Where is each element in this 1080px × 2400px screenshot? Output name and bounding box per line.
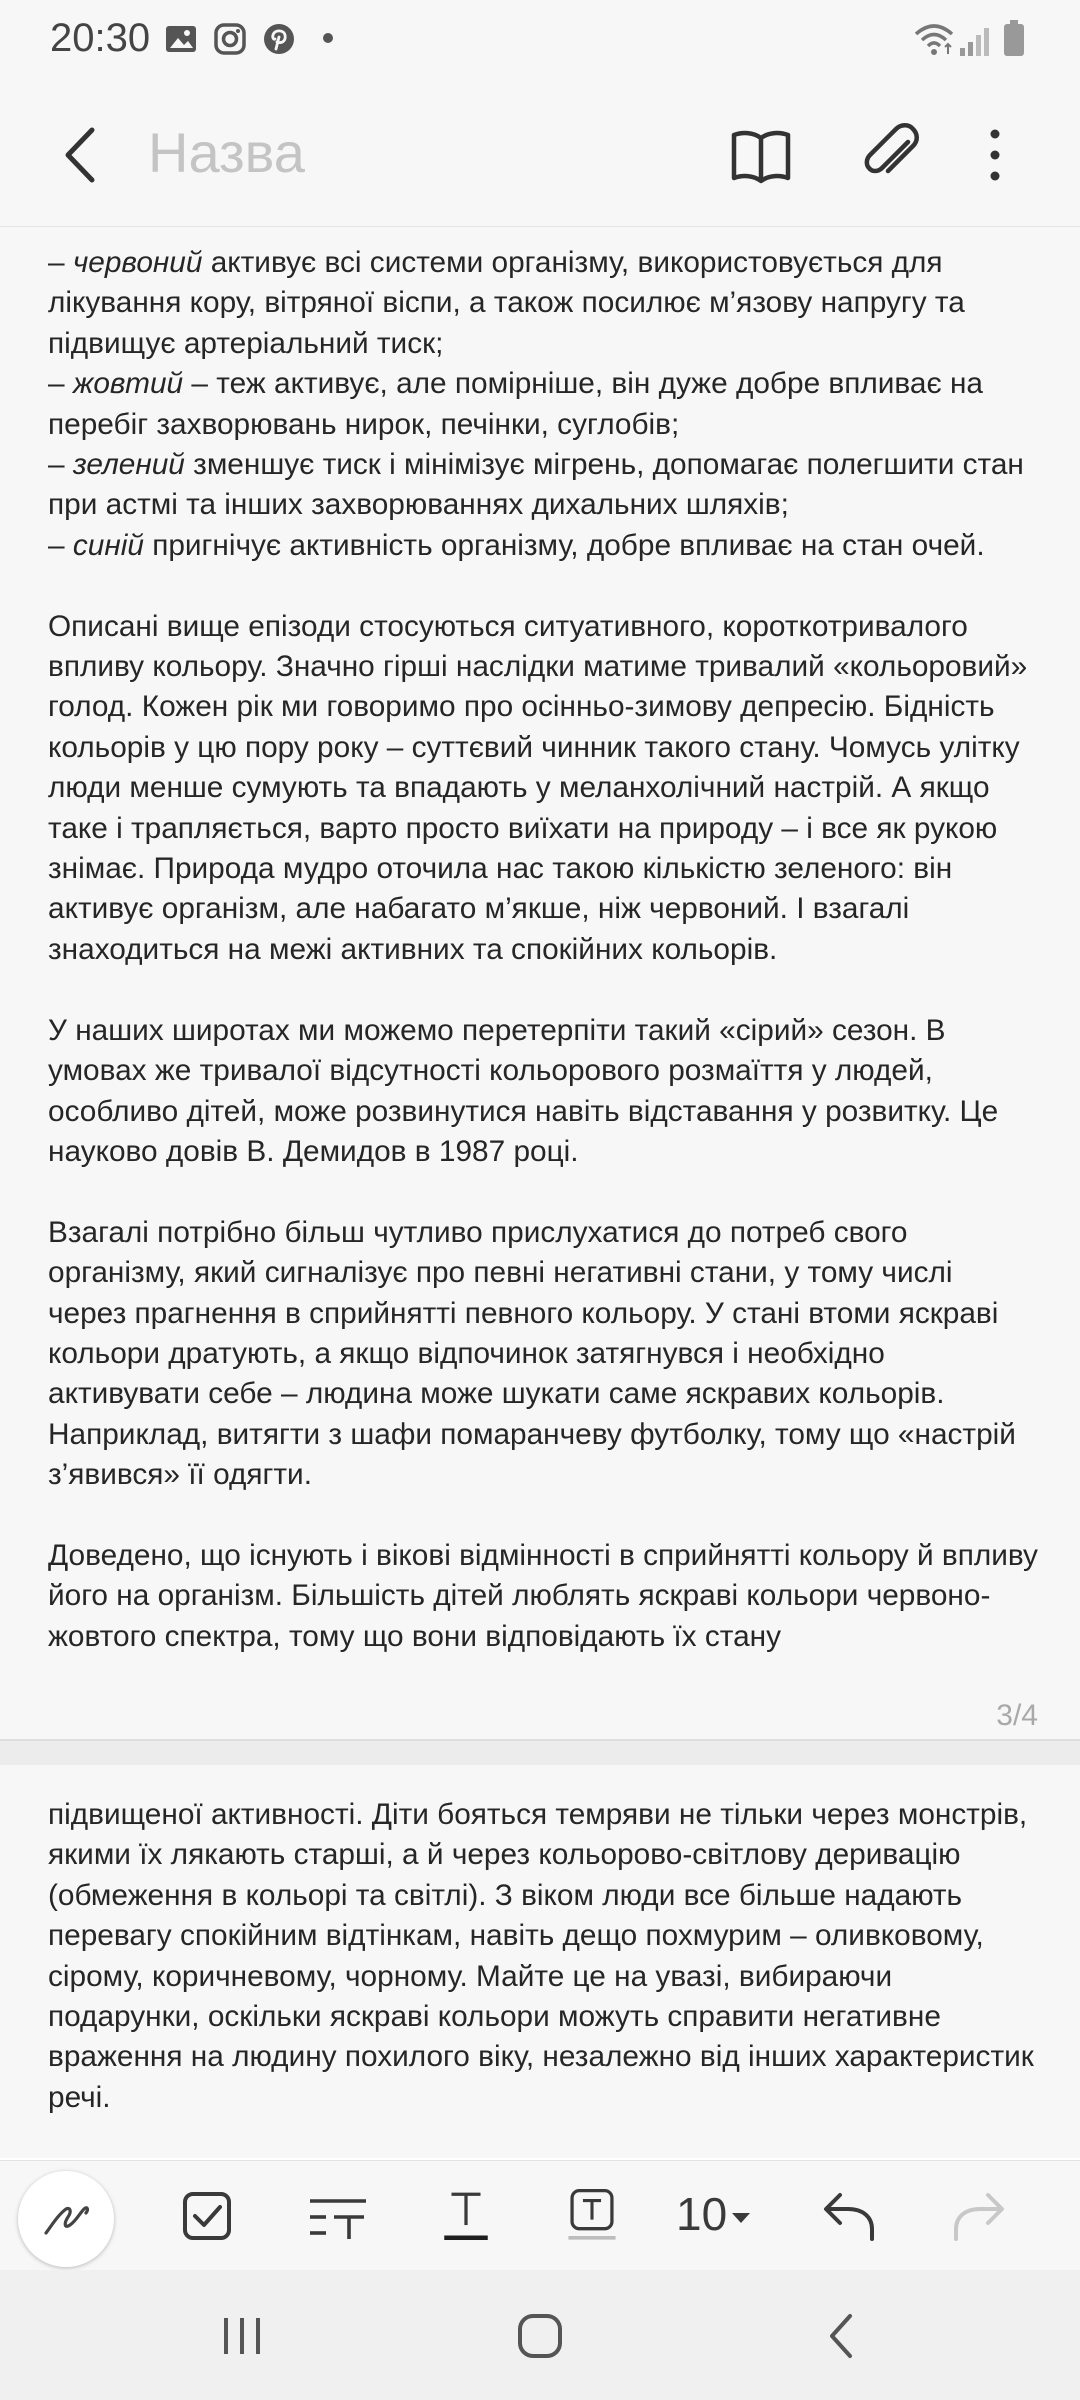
note-page-3 [0, 227, 1080, 1739]
home-icon[interactable] [510, 2308, 570, 2364]
signal-icon [960, 28, 989, 56]
app-bar [0, 80, 1080, 227]
pinterest-icon [262, 22, 296, 56]
paragraph: Доведено, що існують і вікові відмінності в сприйнятті кольору й впливу його на організм. Більшість дітей люблять яскраві кольори червоно-жовтого спектра, тому що вони відповідають їх стану [48, 1538, 1038, 1653]
page-divider [0, 1739, 1080, 1767]
status-time: 20:30 [50, 16, 151, 60]
paragraph: Описані вище епізоди стосуються ситуативного, короткотривалого впливу кольору. Значно гірші наслідки матиме тривалий «кольоровий» голод. Кожен рік ми говоримо про осінньо-зимову депресію. Бідність кольорів у цю пору року – суттєвий чинник такого стану. Чомусь улітку люди менше сумують та впадають у меланхолічний настрій. А якщо таке і трапляється, варто просто виїхати на природу – і все як рукою знімає. Природа мудро оточила нас такою кількістю зеленого: він активує організм, але набагато м’якше, ніж червоний. І взагалі знаходиться на межі активних та спокійних кольорів. [48, 609, 1028, 966]
color-item-yellow: – жовтий – теж активує, але помірніше, він дуже добре впливає на перебіг захворювань нирок, печінки, суглобів; [48, 367, 983, 441]
back-nav-icon[interactable] [812, 2308, 872, 2364]
note-body-text[interactable] [48, 1795, 1038, 2118]
more-icon[interactable] [960, 120, 1030, 190]
underline-text-icon[interactable] [434, 2187, 498, 2245]
undo-icon[interactable] [818, 2187, 882, 2245]
text-box-icon[interactable] [560, 2187, 624, 2245]
instagram-icon [213, 22, 247, 56]
font-size-value: 10 [676, 2188, 728, 2240]
paragraph: підвищеної активності. Діти бояться темряви не тільки через монстрів, якими їх лякають старші, а й через кольорово-світлову деривацію (обмеження в кольорі та світлі). З віком люди все більше надають перевагу спокійним відтінкам, навіть дещо похмурим – оливковому, сірому, коричневому, чорному. Майте це на увазі, вибираючи подарунки, оскільки яскраві кольори можуть справити негативне враження на людину похилого віку, незалежно від інших характеристик речі. [48, 1798, 1034, 2114]
color-item-green: – зелений зменшує тиск і мінімізує мігрень, допомагає полегшити стан при астмі та інших захворюваннях дихальних шляхів; [48, 448, 1024, 522]
status-bar [0, 0, 1080, 80]
checkbox-icon[interactable] [178, 2187, 236, 2245]
paragraph: Взагалі потрібно більш чутливо прислухатися до потреб свого організму, який сигналізує про певні негативні стани, у тому числі через прагнення в сприйнятті певного кольору. У стані втоми яскраві кольори дратують, а якщо відпочинок затягнувся і необхідно активувати себе – людина може шукати саме яскравих кольорів. Наприклад, витягти з шафи помаранчеву футболку, тому що «настрій з’явився» її одягти. [48, 1215, 1016, 1492]
note-body-text[interactable] [48, 243, 1038, 1657]
dot-icon [316, 22, 350, 56]
page-number: 3/4 [996, 1699, 1038, 1732]
pen-icon [18, 2171, 114, 2267]
text-style-icon[interactable] [306, 2187, 370, 2245]
pen-button[interactable] [18, 2171, 114, 2267]
dropdown-arrow-icon [729, 2206, 753, 2230]
editor-toolbar [0, 2160, 1080, 2271]
battery-icon [1004, 20, 1024, 56]
note-title-input[interactable]: Назва [148, 121, 305, 184]
recent-apps-icon[interactable] [212, 2308, 272, 2364]
font-size-selector[interactable] [676, 2187, 753, 2241]
note-page-4 [0, 1765, 1080, 2158]
system-navigation-bar [0, 2270, 1080, 2400]
system-status-icons [914, 18, 1034, 62]
attach-icon[interactable] [858, 120, 928, 190]
color-item-red: – червоний активує всі системи організму, використовується для лікування кору, вітряної віспи, а також посилює м’язову напругу та підвищує артеріальний тиск; [48, 246, 965, 360]
paragraph: У наших широтах ми можемо перетерпіти такий «сірий» сезон. В умовах же тривалої відсутності кольорового розмаїття у людей, особливо дітей, може розвинутися навіть відставання у розвитку. Це науково довів В. Демидов в 1987 році. [48, 1013, 999, 1168]
color-item-blue: – синій пригнічує активність організму, добре впливає на стан очей. [48, 528, 985, 562]
reading-mode-icon[interactable] [726, 120, 796, 190]
back-icon[interactable] [52, 120, 116, 190]
gallery-icon [164, 22, 198, 56]
wifi-icon [916, 26, 952, 55]
redo-icon[interactable] [946, 2187, 1010, 2245]
